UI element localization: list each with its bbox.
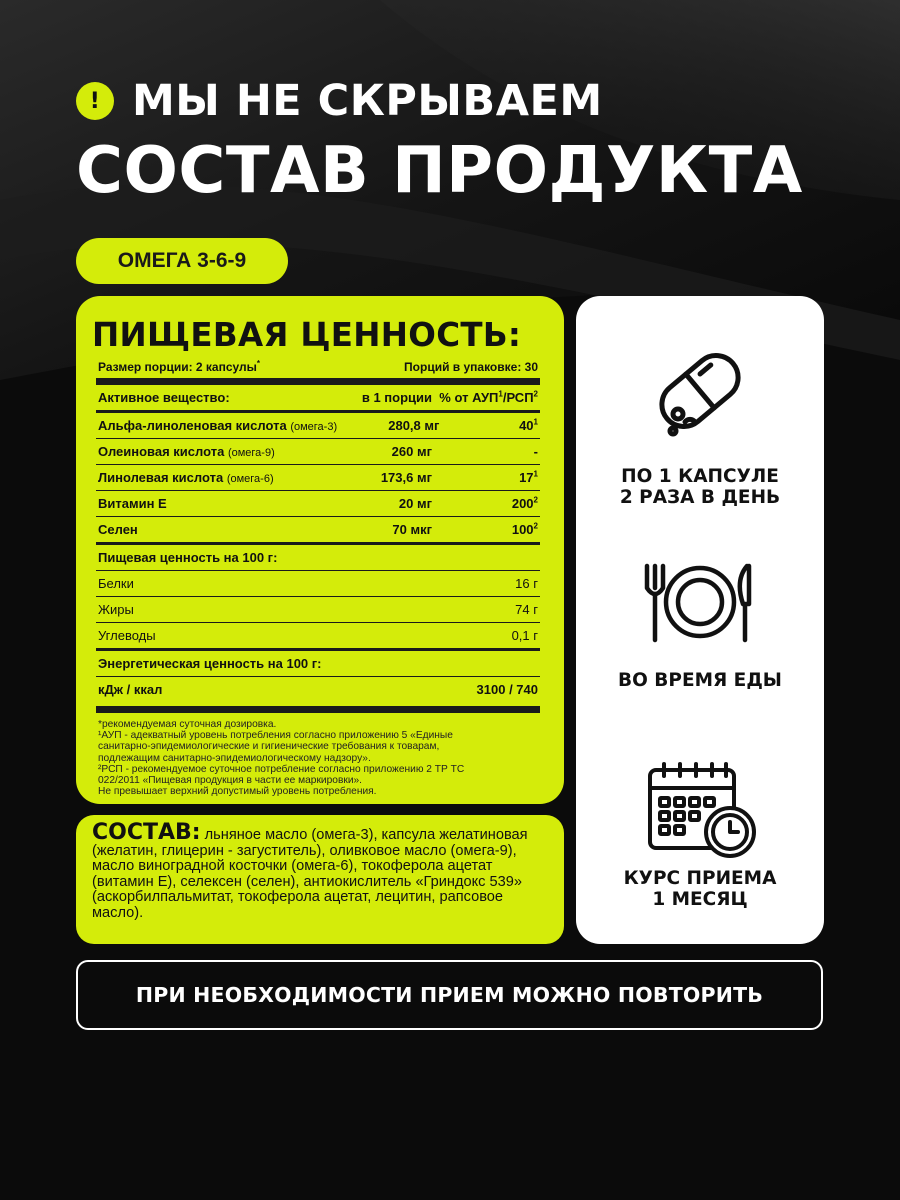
footnote-line: Не превышает верхний допустимый уровень потребления. (98, 786, 377, 798)
serving-meta (96, 360, 540, 374)
table-header (96, 385, 540, 410)
footnote-line: *рекомендуемая суточная дозировка. (98, 719, 277, 730)
table-row: Жиры 74 г (98, 602, 538, 617)
energy-value: 3100 / 740 (476, 682, 538, 697)
table-row: Селен 70 мкг $100^2$ (98, 521, 538, 537)
energy-row (96, 677, 540, 702)
table-row: Углеводы 0,1 г (98, 628, 538, 643)
feature-meal-text: ВО ВРЕМЯ ЕДЫ (618, 670, 782, 691)
col-per-serving: в 1 порции (361, 390, 432, 405)
servings-count: Порций в упаковке: 30 (404, 360, 538, 374)
table-row: Альфа-линоленовая кислота (омега-3) 280,8 мг $40^1$ (98, 417, 538, 433)
composition-text: льняное масло (омега-3), капсула желатиновая (желатин, глицерин - загуститель), оливковое масло (омега-9), масло виноградной косточки (омега-6), токоферола ацетат (витамин Е), селексен (селен), антиокислитель «Гриндокс 539» (аскорбилпальмитат, токоферола ацетат, лецитин, рапсовое масло). (92, 827, 528, 921)
headline (76, 76, 803, 208)
footnote-line: ²РСП - рекомендуемое суточное потребление согласно приложению 2 ТР ТС (98, 763, 465, 775)
nutrition-card (76, 296, 564, 804)
feature-dosage (576, 336, 824, 508)
composition-title: СОСТАВ: (92, 820, 201, 845)
repeat-notice: ПРИ НЕОБХОДИМОСТИ ПРИЕМ МОЖНО ПОВТОРИТЬ (76, 960, 823, 1030)
footnote-line: подлежащим санитарно-эпидемиологическому надзору». (98, 752, 371, 764)
product-pill: ОМЕГА 3-6-9 (76, 238, 288, 284)
footnote-line: 022/2011 «Пищевая продукция в части ее маркировки». (98, 775, 363, 787)
energy-label: кДж / ккал (98, 682, 163, 697)
col-substance: Активное вещество: (98, 390, 230, 405)
headline-line1-text: МЫ НЕ СКРЫВАЕМ (132, 76, 603, 126)
divider (96, 706, 540, 713)
footnote-line: ¹АУП - адекватный уровень потребления согласно приложению 5 «Единые (98, 730, 453, 742)
capsule-icon (645, 336, 755, 446)
table-row: Белки 16 г (98, 576, 538, 591)
calendar-clock-icon (640, 760, 760, 860)
table-row: Олеиновая кислота (омега-9) 260 мг - (98, 444, 538, 459)
table-row: Витамин Е 20 мг $200^2$ (98, 495, 538, 511)
col-percent: % от АУП$^1$/РСП$^2$ (439, 389, 538, 405)
footnotes (96, 719, 540, 797)
serving-size: Размер порции: 2 капсулы* (98, 359, 261, 374)
energy-title: Энергетическая ценность на 100 г: (98, 656, 322, 671)
plate-icon (635, 560, 765, 646)
feature-meal (576, 560, 824, 691)
exclamation-icon: ! (76, 82, 114, 120)
table-row: Линолевая кислота (омега-6) 173,6 мг $17^1$ (98, 469, 538, 485)
headline-line2: СОСТАВ ПРОДУКТА (76, 134, 803, 208)
divider (96, 378, 540, 385)
feature-course (576, 760, 824, 910)
feature-course-text: КУРС ПРИЕМА 1 МЕСЯЦ (623, 868, 777, 910)
footnote-line: санитарно-эпидемиологические и гигиенические требования к товарам, (98, 741, 440, 753)
composition-card (76, 815, 564, 944)
usage-card (576, 296, 824, 944)
per100-title: Пищевая ценность на 100 г: (98, 550, 278, 565)
nutrition-title: ПИЩЕВАЯ ЦЕННОСТЬ: (92, 316, 522, 354)
headline-line1 (76, 76, 803, 126)
feature-dosage-text: ПО 1 КАПСУЛЕ 2 РАЗА В ДЕНЬ (619, 466, 781, 508)
